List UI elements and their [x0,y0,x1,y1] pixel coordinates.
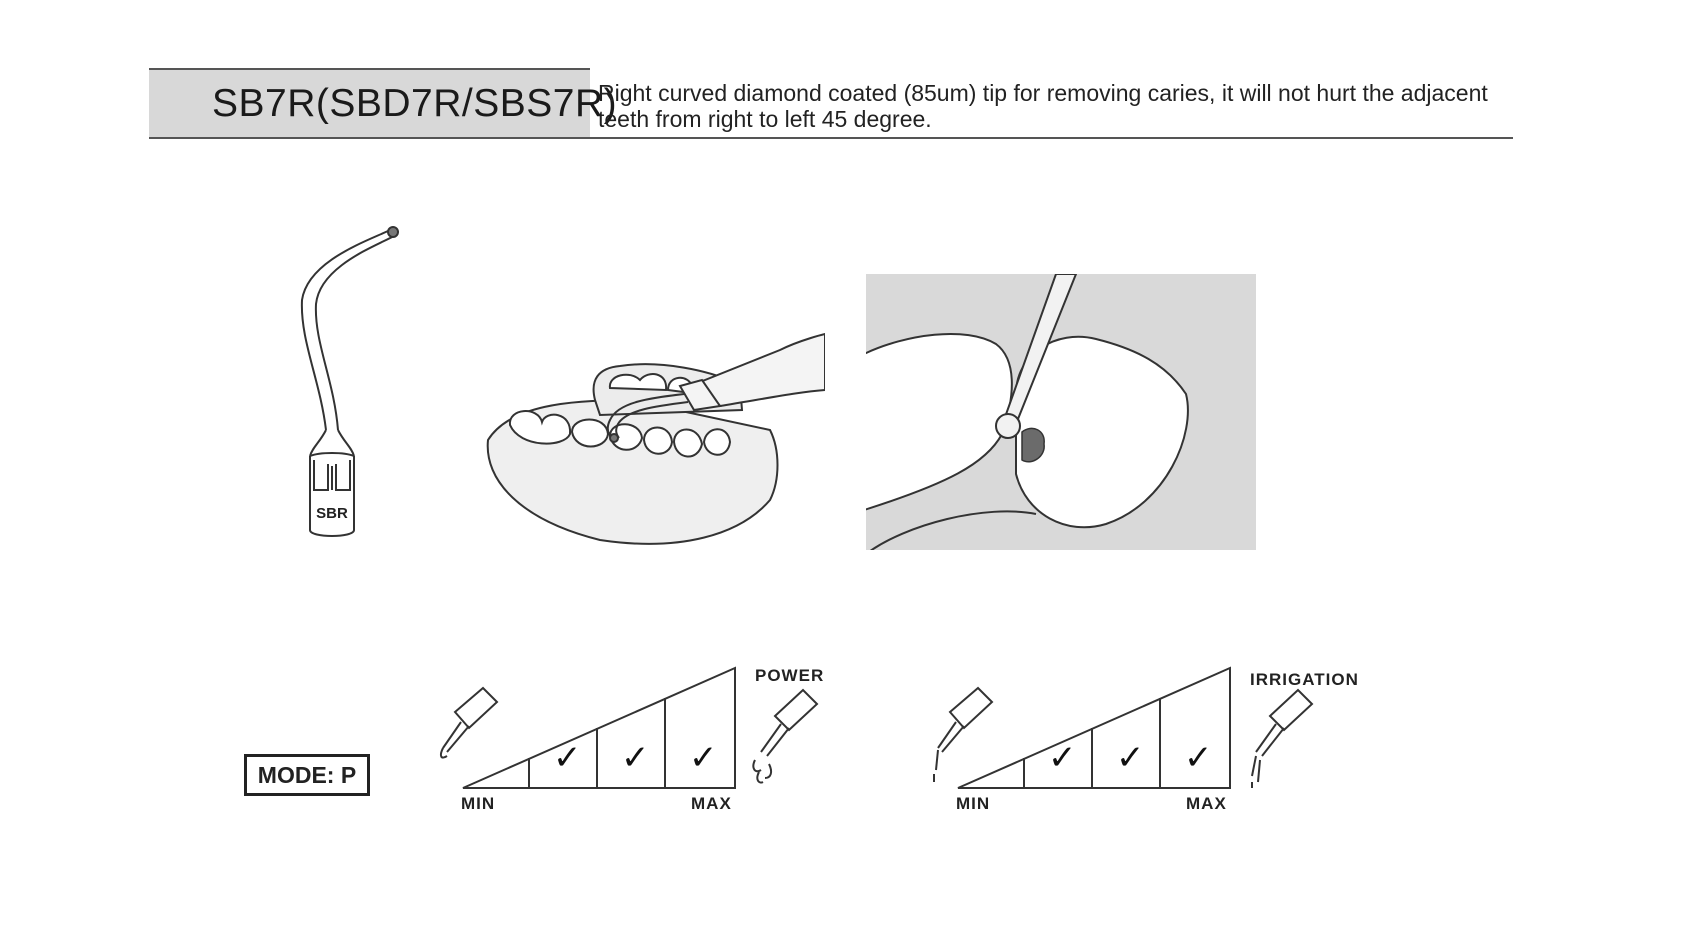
header-bottom-rule [149,137,1513,139]
tip-illustration [290,220,410,545]
power-check-4: ✓ [621,738,650,778]
model-code-box [149,70,618,137]
handpiece-min-icon [441,688,497,758]
model-code: SB7R(SBD7R/SBS7R) [212,82,618,125]
handpiece-max-icon [753,690,817,783]
power-check-3: ✓ [553,738,582,778]
handpiece-max-icon [1252,690,1312,788]
irrigation-check-5: ✓ [1184,738,1213,778]
irrigation-check-3: ✓ [1048,738,1077,778]
irrigation-check-4: ✓ [1116,738,1145,778]
irrigation-max-label: MAX [1186,794,1227,813]
product-description: Right curved diamond coated (85um) tip for removing caries, it will not hurt the adjacent teeth from right to left 45 degree. [598,80,1488,132]
mode-box [244,754,370,796]
irrigation-min-label: MIN [956,794,991,813]
power-min-label: MIN [461,794,496,813]
product-header [149,68,1513,140]
power-gauge [425,660,845,820]
closeup-illustration [866,274,1256,550]
power-check-5: ✓ [689,738,718,778]
mode-label: MODE: P [257,762,357,788]
handpiece-min-icon [934,688,992,782]
power-title: POWER [755,666,825,685]
irrigation-gauge [920,660,1360,820]
irrigation-title: IRRIGATION [1250,670,1359,689]
power-max-label: MAX [691,794,732,813]
tip-engraving: SBR [316,505,348,522]
jaw-illustration [480,330,825,550]
